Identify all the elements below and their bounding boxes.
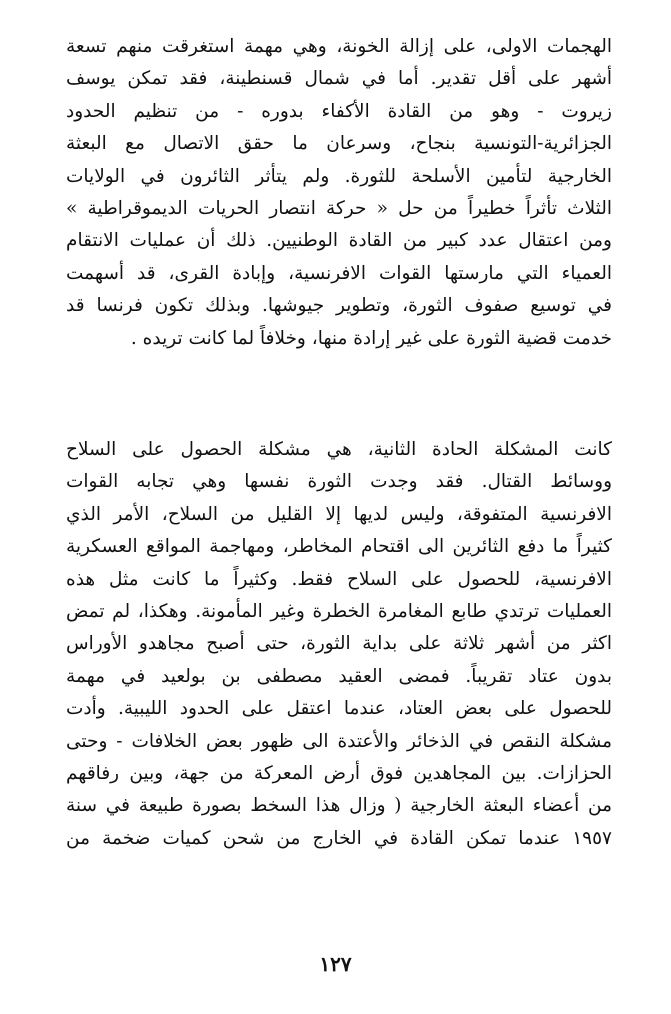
text-line: مشكلة النقص في الذخائر والأعتدة الى ظهور بعض الخلافات - وحتى	[66, 730, 612, 752]
text-line: اكثر من أشهر ثلاثة على بداية الثورة، حتى أصبح مجاهدو الأوراس	[66, 633, 612, 655]
paragraph-2	[66, 434, 612, 855]
paragraph-1	[66, 31, 612, 355]
text-line: من أعضاء البعثة الخارجية ( وزال هذا السخط بصورة طبيعة في سنة	[66, 795, 612, 817]
text-line: خدمت قضية الثورة على غير إرادة منها، وخلافاً لما كانت تريده .	[130, 327, 612, 349]
text-line: ومن اعتقال عدد كبير من القادة الوطنيين. ذلك أن عمليات الانتقام	[66, 230, 612, 252]
text-line: ووسائط القتال. فقد وجدت الثورة نفسها وهي تجابه القوات	[66, 471, 612, 493]
text-line: الجزائرية-التونسية بنجاح، وسرعان ما حقق الاتصال مع البعثة	[66, 133, 612, 155]
text-line: أشهر على أقل تقدير. أما في شمال قسنطينة، فقد تمكن يوسف	[66, 68, 612, 90]
text-line: العمياء التي مارستها القوات الافرنسية، وإبادة القرى، قد أسهمت	[66, 262, 612, 284]
page-number: ١٢٧	[319, 952, 352, 976]
text-line: الافرنسية المتفوقة، وليس لديها إلا القليل من السلاح، الأمر الذي	[66, 503, 612, 525]
text-line: بدون عتاد تقريباً. فمضى العقيد مصطفى بن بولعيد في مهمة	[66, 665, 612, 687]
text-line: كثيراً ما دفع الثائرين الى اقتحام المخاطر، ومهاجمة المواقع العسكرية	[66, 536, 612, 558]
text-line: الحزازات. بين المجاهدين فوق أرض المعركة من جهة، وبين رفاقهم	[66, 762, 612, 784]
text-line: للحصول على بعض العتاد، عندما اعتقل على الحدود الليبية. وأدت	[66, 698, 612, 720]
text-line: كانت المشكلة الحادة الثانية، هي مشكلة الحصول على السلاح	[66, 439, 612, 460]
text-line: زيروت - وهو من القادة الأكفاء بدوره - من تنظيم الحدود	[66, 100, 612, 122]
text-line: في توسيع صفوف الثورة، وتطوير جيوشها. وبذلك تكون فرنسا قد	[66, 295, 612, 317]
text-line: ١٩٥٧ عندما تمكن القادة في الخارج من شحن كميات ضخمة من	[66, 827, 612, 849]
text-line: الخارجية لتأمين الأسلحة للثورة. ولم يتأثر الثائرون في الولايات	[66, 165, 612, 187]
text-line: الثلاث تأثراً خطيراً من حل « حركة انتصار الحريات الديموقراطية »	[66, 197, 612, 219]
text-line: الهجمات الاولى، على إزالة الخونة، وهي مهمة استغرقت منهم تسعة	[66, 36, 612, 57]
text-line: الافرنسية، للحصول على السلاح فقط. وكثيراً ما كانت مثل هذه	[66, 568, 612, 590]
text-line: العمليات ترتدي طابع المغامرة الخطرة وغير المأمونة. وهكذا، لم تمض	[66, 600, 612, 622]
